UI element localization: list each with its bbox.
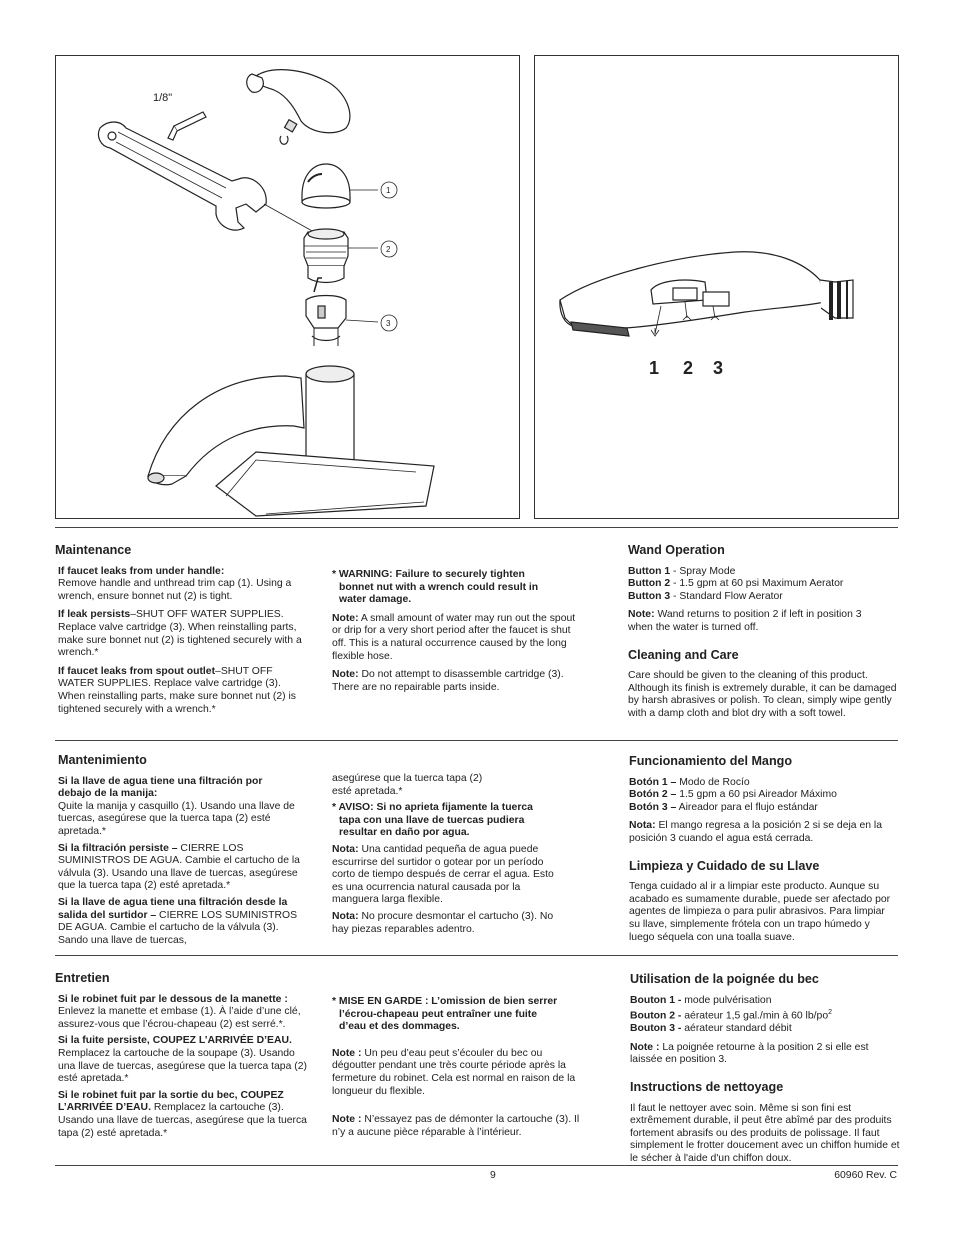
fr-wand-col <box>630 973 902 1172</box>
fr-wand-buttons: Bouton 1 - mode pulvérisation Bouton 2 - aérateur 1,5 gal./min à 60 $lb/po^2$ Bouton 3 - aérateur standard débit <box>630 994 832 1035</box>
en-paragraph-2: If leak persists–SHUT OFF WATER SUPPLIES. Replace valve cartridge (3). When reinstalling parts, make sure bonnet nut (2) is tightened securely with a wrench.* <box>58 609 302 659</box>
en-wand-title: Wand Operation <box>628 543 725 557</box>
es-paragraph-1: Si la llave de agua tiene una filtración por debajo de la manija: Quite la manija y casquillo (1). Usando una llave de tuercas, asegúrese que la tuerca tapa (2) esté apretada.* <box>58 775 295 837</box>
fr-paragraph-2: Si la fuite persiste, COUPEZ L’ARRIVÉE D’EAU. Remplacez la cartouche de la soupape (3). Usando una llave de tuercas, asegúrese que la tuerca tapa (2) esté apretada.* <box>58 1035 307 1085</box>
en-maintenance-col2 <box>332 569 584 700</box>
fr-care-title: Instructions de nettoyage <box>630 1080 784 1095</box>
callout-1: 1 <box>386 186 391 195</box>
en-warning: * WARNING: Failure to securely tighten bonnet nut with a wrench could result in water damage. <box>332 569 539 606</box>
en-wand-note: Note: Wand returns to position 2 if left in position 3 when the water is turned off. <box>628 609 862 633</box>
en-wand-buttons: Button 1 - Spray Mode Button 2 - 1.5 gpm at 60 psi Maximum Aerator Button 3 - Standard Flow Aerator <box>628 565 844 602</box>
fr-paragraph-1: Si le robinet fuit par le dessous de la manette : Enlevez la manette et embase (1). À l’aide d’une clé, assurez-vous que l’écrou-chapeau (2) est serré.*. <box>58 993 301 1030</box>
allen-key-size-label: 1/8" <box>153 92 173 104</box>
en-wand-col <box>628 544 900 727</box>
figure-left-panel <box>55 55 520 519</box>
page-number: 9 <box>490 1170 496 1181</box>
en-paragraph-3: If faucet leaks from spout outlet–SHUT OFF WATER SUPPLIES. Replace valve cartridge (3). When reinstalling parts, make sure bonnet nut (2) is tightened securely with a wrench.* <box>58 665 296 715</box>
es-warning: * AVISO: Si no aprieta fijamente la tuerca tapa con una llave de tuercas pudiera resultar en daño por agua. <box>332 802 533 839</box>
es-care-text: Tenga cuidado al ir a limpiar este producto. Aunque su acabado es sumamente durable, puede ser afectado por agentes de limpieza o para pulir abrasivos. Para limpiar su llave, simplemente frótela con un trapo húmedo y luego séquela con una toalla suave. <box>629 881 891 943</box>
en-note-1: Note: A small amount of water may run out the spout or drip for a very short period after the faucet is shut off. This is a natural occurrence caused by the long flexible hose. <box>332 612 576 662</box>
fr-note-1: Note : Un peu d’eau peut s’écouler du bec ou dégoutter pendant une très courte période après la fermeture du robinet. Cela est normal en raison de la longueur du flexible. <box>332 1047 576 1097</box>
fr-maintenance-title: Entretien <box>55 971 110 985</box>
fr-paragraph-3: Si le robinet fuit par la sortie du bec, COUPEZ L’ARRIVÉE D’EAU. Remplacez la cartouche (3). Usando una llave de tuercas, asegúrese que la tuerca tapa (2) esté apretada.* <box>58 1089 307 1139</box>
fr-care-text: Il faut le nettoyer avec soin. Même si son fini est extrêmement durable, il peut être abîmé par des produits fortement abrasifs ou des produits de polissage. Il faut simplement le frotter doucement avec un chiffon humide et le sécher à l'aide d'un chiffon doux. <box>630 1102 900 1164</box>
wand-callout-2: 2 <box>683 358 694 378</box>
fr-note-2: Note : N’essayez pas de démonter la cartouche (3). Il n’y a aucune pièce réparable à l’intérieur. <box>332 1114 580 1138</box>
figure-right-panel <box>534 55 899 519</box>
faucet-exploded-diagram <box>56 56 519 518</box>
wand-callout-1: 1 <box>649 358 660 378</box>
divider-fr <box>55 955 898 956</box>
es-maintenance-col1 <box>55 754 305 953</box>
fr-wand-title: Utilisation de la poignée du bec <box>630 972 819 986</box>
en-paragraph-1: If faucet leaks from under handle: Remove handle and unthread trim cap (1). Using a wrench, ensure bonnet nut (2) is tight. <box>58 565 292 602</box>
document-code: 60960 Rev. C <box>834 1170 897 1181</box>
divider-en <box>55 527 898 528</box>
en-care-text: Care should be given to the cleaning of this product. Although its finish is extremely durable, it can be damaged by harsh abrasives or polish. To clean, simply wipe gently with a damp cloth and blot dry with a soft towel. <box>628 670 897 719</box>
footer-divider <box>55 1165 898 1166</box>
es-maintenance-col2 <box>332 773 584 942</box>
es-note-2: Nota: No procure desmontar el cartucho (3). No hay piezas reparables adentro. <box>332 910 554 935</box>
es-paragraph-2: Si la filtración persiste – CIERRE LOS SUMINISTROS DE AGUA. Cambie el cartucho de la válvula (3). Usando una llave de tuercas, asegúrese que la tuerca tapa (2) esté apretada.* <box>58 842 300 892</box>
callout-3: 3 <box>386 319 391 328</box>
fr-maintenance-col1 <box>55 972 310 1146</box>
en-maintenance-col1 <box>55 544 305 722</box>
callout-2: 2 <box>386 245 391 254</box>
es-note-1: Nota: Una cantidad pequeña de agua puede escurrirse del surtidor o gotear por un período corto de tiempo después de cerrar el agua. Esto es una ocurrencia natural causada por la manguera larga flexible. <box>332 843 554 906</box>
wand-callout-3: 3 <box>713 358 724 378</box>
fr-maintenance-col2 <box>332 996 588 1145</box>
wand-diagram <box>535 56 898 518</box>
es-paragraph-3-cont: asegúrese que la tuerca tapa (2) esté apretada.* <box>332 773 483 797</box>
es-wand-title: Funcionamiento del Mango <box>629 754 793 768</box>
en-note-2: Note: Do not attempt to disassemble cartridge (3). There are no repairable parts inside. <box>332 669 564 693</box>
fr-warning: * MISE EN GARDE : L’omission de bien serrer l’écrou-chapeau peut entraîner une fuite d’eau et des dommages. <box>332 996 558 1033</box>
es-wand-buttons: Botón 1 – Modo de Rocío Botón 2 – 1.5 gpm a 60 psi Aireador Máximo Botón 3 – Aireador para el flujo estándar <box>629 776 837 813</box>
fr-wand-note: Note : La poignée retourne à la position 2 si elle est laissée en position 3. <box>630 1041 869 1066</box>
en-maintenance-title: Maintenance <box>55 543 132 557</box>
es-paragraph-3: Si la llave de agua tiene una filtración desde la salida del surtidor – CIERRE LOS SUMINISTROS DE AGUA. Cambie el cartucho de la válvula (3). Sando una llave de tuercas, <box>58 896 298 946</box>
en-care-title: Cleaning and Care <box>628 647 739 662</box>
es-maintenance-title: Mantenimiento <box>58 753 147 767</box>
divider-es <box>55 740 898 741</box>
es-care-title: Limpieza y Cuidado de su Llave <box>629 858 820 873</box>
es-wand-note: Nota: El mango regresa a la posición 2 si se deja en la posición 3 cuando el agua está cerrada. <box>629 820 882 844</box>
es-wand-col <box>629 755 901 950</box>
